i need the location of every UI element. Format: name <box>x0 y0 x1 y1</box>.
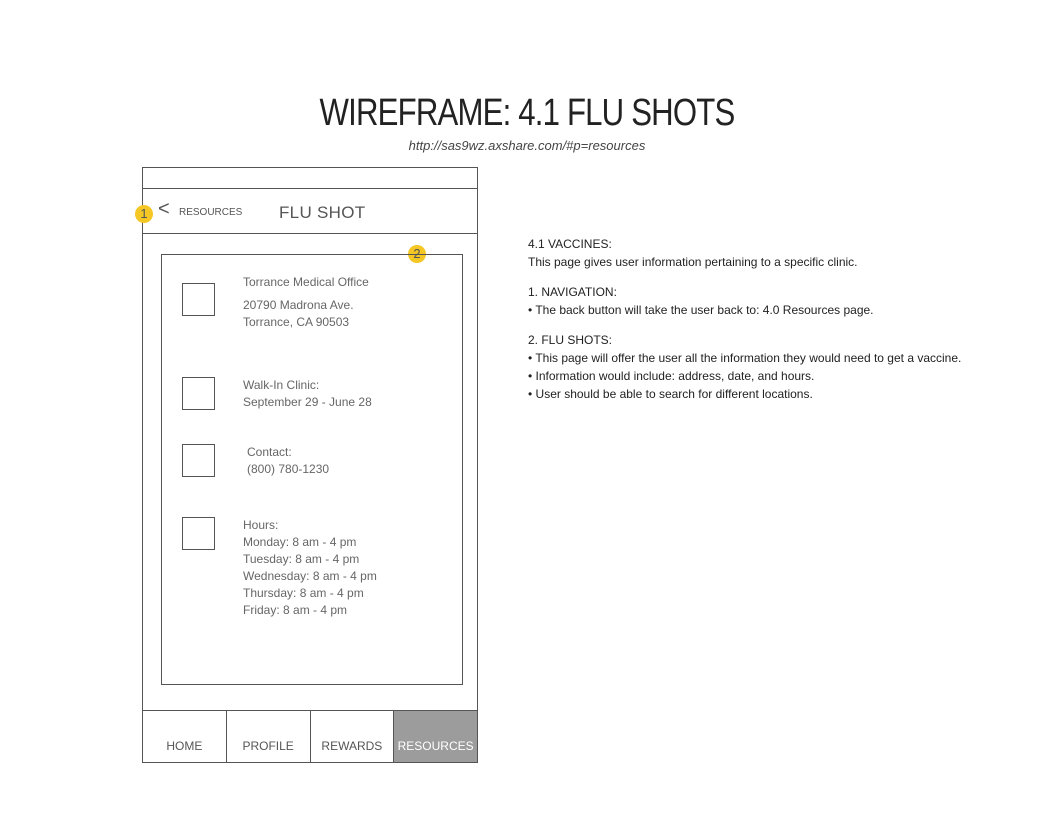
nav-title: FLU SHOT <box>279 203 366 222</box>
walkin-label: Walk-In Clinic: <box>243 378 320 392</box>
nav-bar <box>140 188 477 234</box>
note-text: • The back button will take the user back to: 4.0 Resources page. <box>528 303 874 317</box>
annotation-notes <box>528 235 988 403</box>
note-text: • Information would include: address, date, and hours. <box>528 369 815 383</box>
page-url[interactable]: http://sas9wz.axshare.com/#p=resources <box>408 138 646 153</box>
phone-icon-placeholder <box>182 444 215 477</box>
calendar-icon-placeholder <box>182 377 215 410</box>
tab-bar <box>143 710 477 762</box>
annotation-badge-2: 2 <box>408 245 426 263</box>
page-title: WIREFRAME: 4.1 FLU SHOTS <box>319 92 735 134</box>
location-icon-placeholder <box>182 283 215 316</box>
status-bar <box>143 168 477 189</box>
note-text: This page gives user information pertaining to a specific clinic. <box>528 255 858 269</box>
office-address-2: Torrance, CA 90503 <box>243 315 350 329</box>
contact-label: Contact: <box>247 445 292 459</box>
hours-line: Tuesday: 8 am - 4 pm <box>243 552 360 566</box>
hours-info <box>243 517 377 619</box>
note-text: • User should be able to search for different locations. <box>528 387 813 401</box>
hours-line: Friday: 8 am - 4 pm <box>243 603 348 617</box>
walkin-dates: September 29 - June 28 <box>243 395 372 409</box>
note-heading: 1. NAVIGATION: <box>528 285 617 299</box>
tab-home[interactable]: HOME <box>143 711 227 762</box>
hours-line: Wednesday: 8 am - 4 pm <box>243 569 377 583</box>
note-heading: 4.1 VACCINES: <box>528 237 612 251</box>
tab-rewards[interactable]: REWARDS <box>311 711 395 762</box>
phone-wireframe <box>142 167 478 763</box>
contact-info <box>247 444 329 478</box>
note-text: • This page will offer the user all the information they would need to get a vaccine. <box>528 351 962 365</box>
back-button[interactable]: RESOURCES <box>179 207 243 218</box>
note-heading: 2. FLU SHOTS: <box>528 333 613 347</box>
walkin-info <box>243 377 372 411</box>
office-name: Torrance Medical Office <box>243 275 369 289</box>
hours-line: Monday: 8 am - 4 pm <box>243 535 357 549</box>
chevron-left-icon[interactable]: < <box>158 198 170 220</box>
annotation-badge-1: 1 <box>135 205 153 223</box>
hours-line: Thursday: 8 am - 4 pm <box>243 586 364 600</box>
clock-icon-placeholder <box>182 517 215 550</box>
hours-label: Hours: <box>243 518 279 532</box>
office-address-1: 20790 Madrona Ave. <box>243 298 354 312</box>
contact-phone[interactable]: (800) 780-1230 <box>247 462 330 476</box>
office-info <box>243 274 369 331</box>
tab-profile[interactable]: PROFILE <box>227 711 311 762</box>
tab-resources[interactable]: RESOURCES <box>394 711 477 762</box>
clinic-info-panel <box>161 254 463 685</box>
